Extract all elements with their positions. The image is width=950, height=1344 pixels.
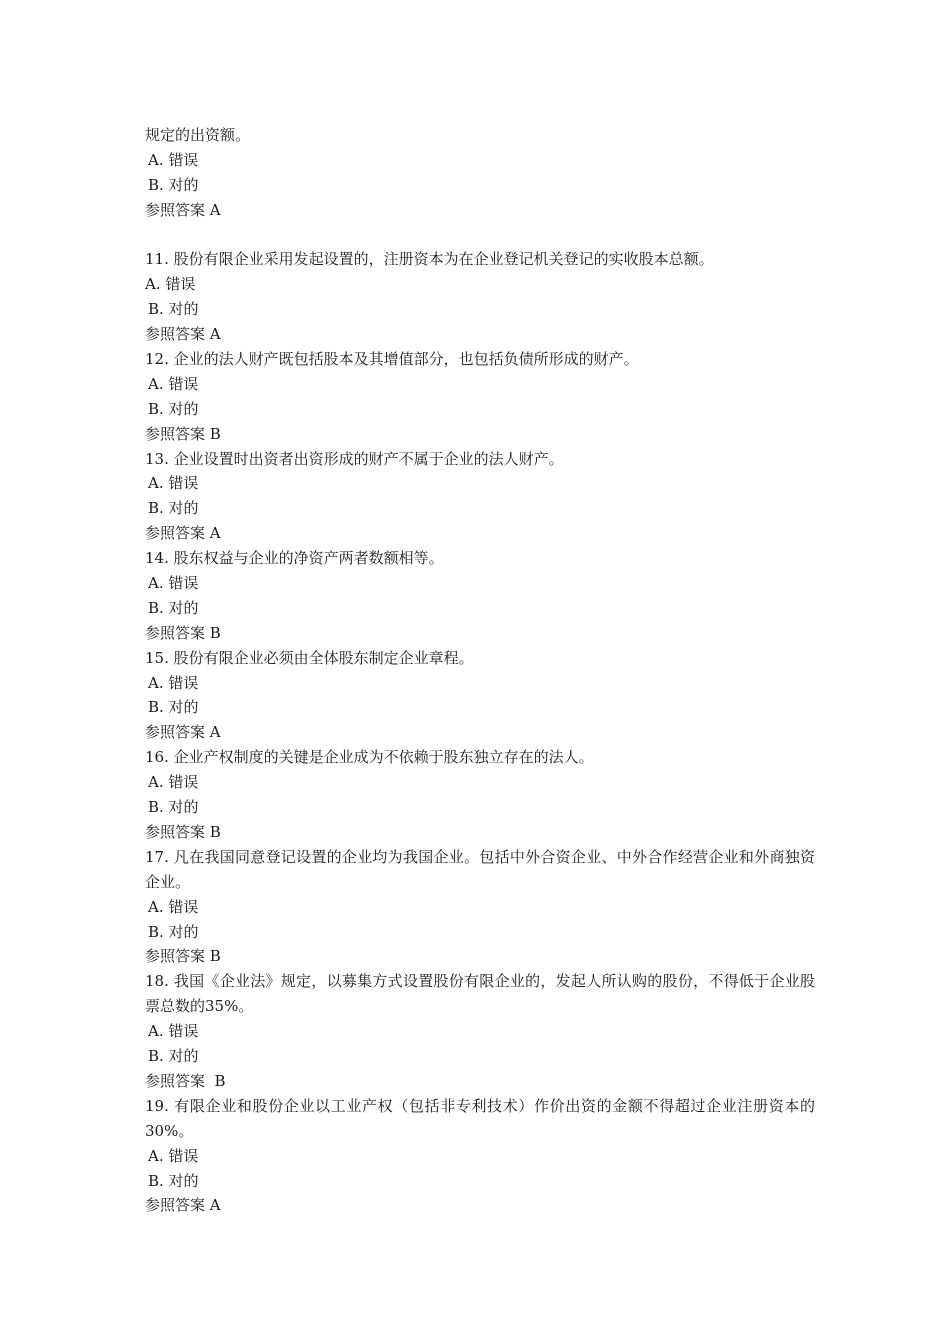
question-16-text: 16. 企业产权制度的关键是企业成为不依赖于股东独立存在的法人。 bbox=[145, 748, 594, 767]
question-11-answer: 参照答案 A bbox=[145, 325, 221, 344]
question-12-option-b: B. 对的 bbox=[148, 399, 199, 418]
question-13-option-b: B. 对的 bbox=[148, 499, 199, 518]
question-16-option-a: A. 错误 bbox=[148, 773, 199, 792]
question-13-text: 13. 企业设置时出资者出资形成的财产不属于企业的法人财产。 bbox=[145, 449, 564, 468]
document-page bbox=[145, 123, 815, 1218]
question-17-option-a: A. 错误 bbox=[148, 897, 199, 916]
question-15-answer: 参照答案 A bbox=[145, 723, 221, 742]
question-17-answer: 参照答案 B bbox=[145, 947, 221, 966]
question-18-answer: 参照答案 B bbox=[145, 1071, 226, 1090]
blank-line bbox=[145, 223, 815, 248]
question-12-option-a: A. 错误 bbox=[148, 374, 199, 393]
question-14-option-a: A. 错误 bbox=[148, 574, 199, 593]
question-14-option-b: B. 对的 bbox=[148, 598, 199, 617]
question-10-option-a: A. 错误 bbox=[148, 150, 199, 169]
question-19-text: 19. 有限企业和股份企业以工业产权（包括非专利技术）作价出资的金额不得超过企业注册资本的30%。 bbox=[145, 1096, 815, 1140]
question-12-answer: 参照答案 B bbox=[145, 424, 221, 443]
question-18-text: 18. 我国《企业法》规定，以募集方式设置股份有限企业的，发起人所认购的股份，不得低于企业股票总数的35%。 bbox=[145, 972, 815, 1016]
question-10-tail: 规定的出资额。 bbox=[145, 126, 251, 144]
question-11-option-a: A. 错误 bbox=[145, 275, 196, 294]
question-11-text: 11. 股份有限企业采用发起设置的，注册资本为在企业登记机关登记的实收股本总额。 bbox=[145, 250, 714, 269]
question-19-option-b: B. 对的 bbox=[148, 1171, 199, 1190]
question-10-answer: 参照答案 A bbox=[145, 200, 221, 219]
question-18-option-a: A. 错误 bbox=[148, 1022, 199, 1041]
question-14-text: 14. 股东权益与企业的净资产两者数额相等。 bbox=[145, 549, 444, 568]
question-13-answer: 参照答案 A bbox=[145, 524, 221, 543]
question-19-option-a: A. 错误 bbox=[148, 1146, 199, 1165]
question-13-option-a: A. 错误 bbox=[148, 474, 199, 493]
question-10-option-b: B. 对的 bbox=[148, 175, 199, 194]
question-16-option-b: B. 对的 bbox=[148, 798, 199, 817]
question-11-option-b: B. 对的 bbox=[148, 300, 199, 319]
question-14-answer: 参照答案 B bbox=[145, 623, 221, 642]
question-17-text: 17. 凡在我国同意登记设置的企业均为我国企业。包括中外合资企业、中外合作经营企业和外商独资企业。 bbox=[145, 847, 815, 891]
question-15-text: 15. 股份有限企业必须由全体股东制定企业章程。 bbox=[145, 648, 474, 667]
question-16-answer: 参照答案 B bbox=[145, 822, 221, 841]
question-17-option-b: B. 对的 bbox=[148, 922, 199, 941]
question-15-option-b: B. 对的 bbox=[148, 698, 199, 717]
question-19-answer: 参照答案 A bbox=[145, 1196, 221, 1215]
question-18-option-b: B. 对的 bbox=[148, 1047, 199, 1066]
question-12-text: 12. 企业的法人财产既包括股本及其增值部分，也包括负债所形成的财产。 bbox=[145, 350, 639, 369]
question-15-option-a: A. 错误 bbox=[148, 673, 199, 692]
